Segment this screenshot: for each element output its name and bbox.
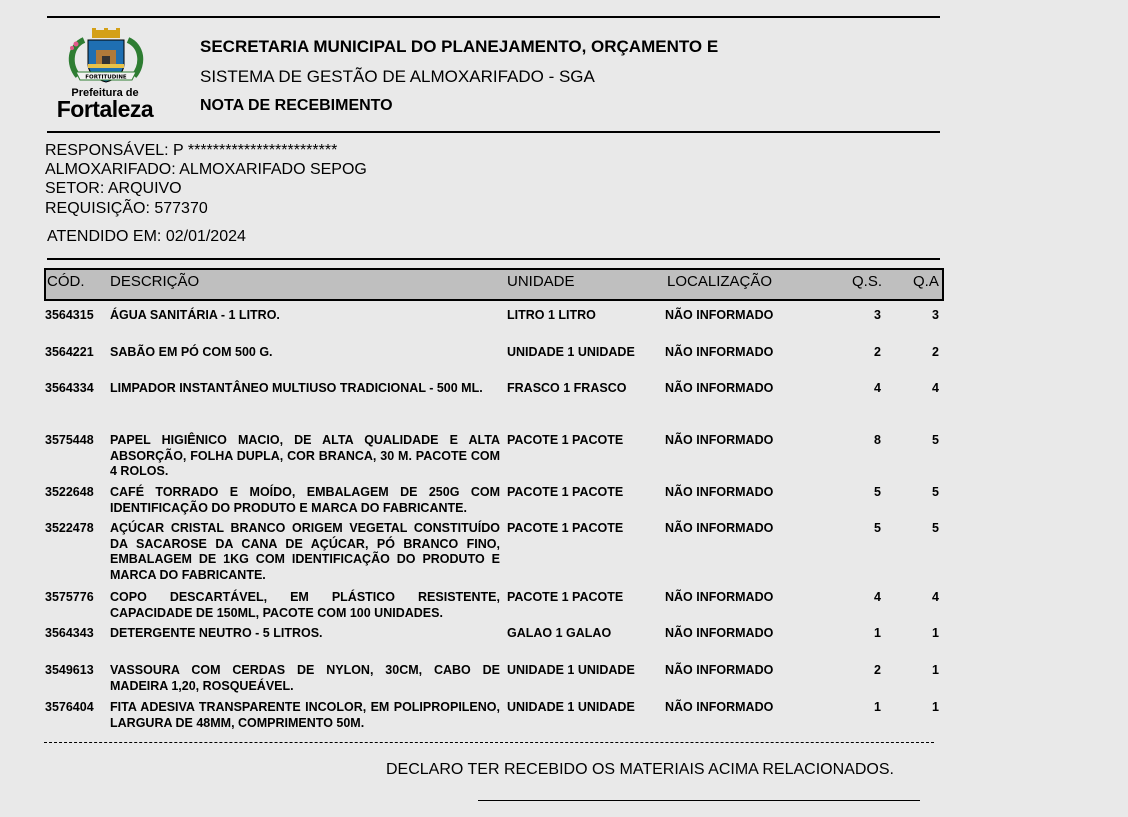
atendido-field: ATENDIDO EM: 02/01/2024: [47, 228, 246, 245]
table-header: [44, 268, 944, 301]
cell-qs: 2: [874, 345, 881, 359]
cell-cod: 3564315: [45, 308, 94, 322]
cell-qs: 5: [874, 485, 881, 499]
cell-localizacao: NÃO INFORMADO: [665, 381, 774, 395]
cell-qs: 1: [874, 626, 881, 640]
cell-unidade: UNIDADE 1 UNIDADE: [507, 345, 635, 359]
cell-unidade: LITRO 1 LITRO: [507, 308, 596, 322]
cell-cod: 3564334: [45, 381, 94, 395]
cell-localizacao: NÃO INFORMADO: [665, 663, 774, 677]
cell-descricao: COPO DESCARTÁVEL, EM PLÁSTICO RESISTENTE, CAPACIDADE DE 150ML, PACOTE COM 100 UNIDADES.: [110, 590, 500, 620]
logo-text-fortaleza: Fortaleza: [56, 96, 154, 122]
cell-qa: 5: [932, 485, 939, 499]
cell-descricao: PAPEL HIGIÊNICO MACIO, DE ALTA QUALIDADE E ALTA ABSORÇÃO, FOLHA DUPLA, COR BRANCA, 30 M. PACOTE COM 4 ROLOS.: [110, 433, 500, 478]
top-rule: [47, 16, 940, 18]
coat-of-arms-icon: [46, 28, 164, 88]
cell-localizacao: NÃO INFORMADO: [665, 433, 774, 447]
cell-descricao: ÁGUA SANITÁRIA - 1 LITRO.: [110, 308, 280, 322]
cell-cod: 3564343: [45, 626, 94, 640]
header-cod: CÓD.: [47, 273, 85, 290]
header-localizacao: LOCALIZAÇÃO: [667, 273, 773, 290]
cell-cod: 3549613: [45, 663, 94, 677]
cell-qa: 3: [932, 308, 939, 322]
cell-qa: 5: [932, 521, 939, 535]
cell-unidade: PACOTE 1 PACOTE: [507, 590, 624, 604]
cell-unidade: PACOTE 1 PACOTE: [507, 433, 624, 447]
cell-qa: 1: [932, 700, 939, 714]
info-rule: [47, 258, 940, 260]
header-unidade: UNIDADE: [507, 273, 575, 290]
header-title-secretaria: SECRETARIA MUNICIPAL DO PLANEJAMENTO, ORÇAMENTO E: [200, 37, 719, 56]
cell-cod: 3576404: [45, 700, 94, 714]
header-title-sistema: SISTEMA DE GESTÃO DE ALMOXARIFADO - SGA: [200, 67, 595, 86]
header-qs: Q.S.: [852, 273, 883, 290]
cell-qs: 1: [874, 700, 881, 714]
cell-qa: 4: [932, 381, 939, 395]
header-qa: Q.A: [913, 273, 939, 290]
cell-localizacao: NÃO INFORMADO: [665, 626, 774, 640]
cell-qa: 5: [932, 433, 939, 447]
cell-qs: 4: [874, 381, 881, 395]
cell-unidade: PACOTE 1 PACOTE: [507, 521, 624, 535]
cell-descricao: VASSOURA COM CERDAS DE NYLON, 30CM, CABO DE MADEIRA 1,20, ROSQUEÁVEL.: [110, 663, 500, 693]
header-title-nota: NOTA DE RECEBIMENTO: [200, 97, 393, 114]
cell-unidade: UNIDADE 1 UNIDADE: [507, 663, 635, 677]
cell-cod: 3522478: [45, 521, 94, 535]
logo-text-prefeitura: Prefeitura de: [71, 87, 139, 99]
requisicao-field: REQUISIÇÃO: 577370: [45, 200, 208, 217]
dashed-separator: [44, 742, 934, 743]
cell-qs: 4: [874, 590, 881, 604]
responsavel-field: RESPONSÁVEL: P ************************: [45, 142, 338, 159]
cell-unidade: UNIDADE 1 UNIDADE: [507, 700, 635, 714]
cell-qa: 2: [932, 345, 939, 359]
cell-descricao: LIMPADOR INSTANTÂNEO MULTIUSO TRADICIONAL - 500 ML.: [110, 381, 483, 395]
cell-descricao: CAFÉ TORRADO E MOÍDO, EMBALAGEM DE 250G COM IDENTIFICAÇÃO DO PRODUTO E MARCA DO FABRICANTE.: [110, 485, 500, 515]
cell-localizacao: NÃO INFORMADO: [665, 700, 774, 714]
cell-qs: 2: [874, 663, 881, 677]
cell-qa: 1: [932, 626, 939, 640]
cell-descricao: AÇÚCAR CRISTAL BRANCO ORIGEM VEGETAL CONSTITUÍDO DA SACAROSE DA CANA DE AÇÚCAR, PÓ BRANCO FINO, EMBALAGEM DE 1KG COM IDENTIFICAÇÃO DO PRODUTO E MARCA DO FABRICANTE.: [110, 521, 500, 582]
cell-cod: 3564221: [45, 345, 94, 359]
cell-localizacao: NÃO INFORMADO: [665, 521, 774, 535]
signature-line: [478, 800, 920, 801]
declaration-text: DECLARO TER RECEBIDO OS MATERIAIS ACIMA RELACIONADOS.: [386, 761, 894, 778]
cell-cod: 3575776: [45, 590, 94, 604]
cell-qa: 4: [932, 590, 939, 604]
header-descricao: DESCRIÇÃO: [110, 273, 200, 290]
header-rule: [47, 131, 940, 133]
cell-qs: 5: [874, 521, 881, 535]
cell-descricao: SABÃO EM PÓ COM 500 G.: [110, 345, 273, 359]
cell-descricao: DETERGENTE NEUTRO - 5 LITROS.: [110, 626, 323, 640]
prefeitura-logo: [46, 28, 164, 122]
cell-localizacao: NÃO INFORMADO: [665, 345, 774, 359]
cell-cod: 3522648: [45, 485, 94, 499]
cell-qs: 8: [874, 433, 881, 447]
almoxarifado-field: ALMOXARIFADO: ALMOXARIFADO SEPOG: [45, 161, 367, 178]
cell-qa: 1: [932, 663, 939, 677]
cell-localizacao: NÃO INFORMADO: [665, 485, 774, 499]
cell-descricao: FITA ADESIVA TRANSPARENTE INCOLOR, EM POLIPROPILENO, LARGURA DE 48MM, COMPRIMENTO 50M.: [110, 700, 500, 730]
cell-unidade: PACOTE 1 PACOTE: [507, 485, 624, 499]
setor-field: SETOR: ARQUIVO: [45, 180, 182, 197]
cell-localizacao: NÃO INFORMADO: [665, 308, 774, 322]
cell-qs: 3: [874, 308, 881, 322]
cell-unidade: FRASCO 1 FRASCO: [507, 381, 627, 395]
svg-text:FORTITUDINE: FORTITUDINE: [85, 74, 127, 81]
cell-cod: 3575448: [45, 433, 94, 447]
cell-unidade: GALAO 1 GALAO: [507, 626, 612, 640]
cell-localizacao: NÃO INFORMADO: [665, 590, 774, 604]
